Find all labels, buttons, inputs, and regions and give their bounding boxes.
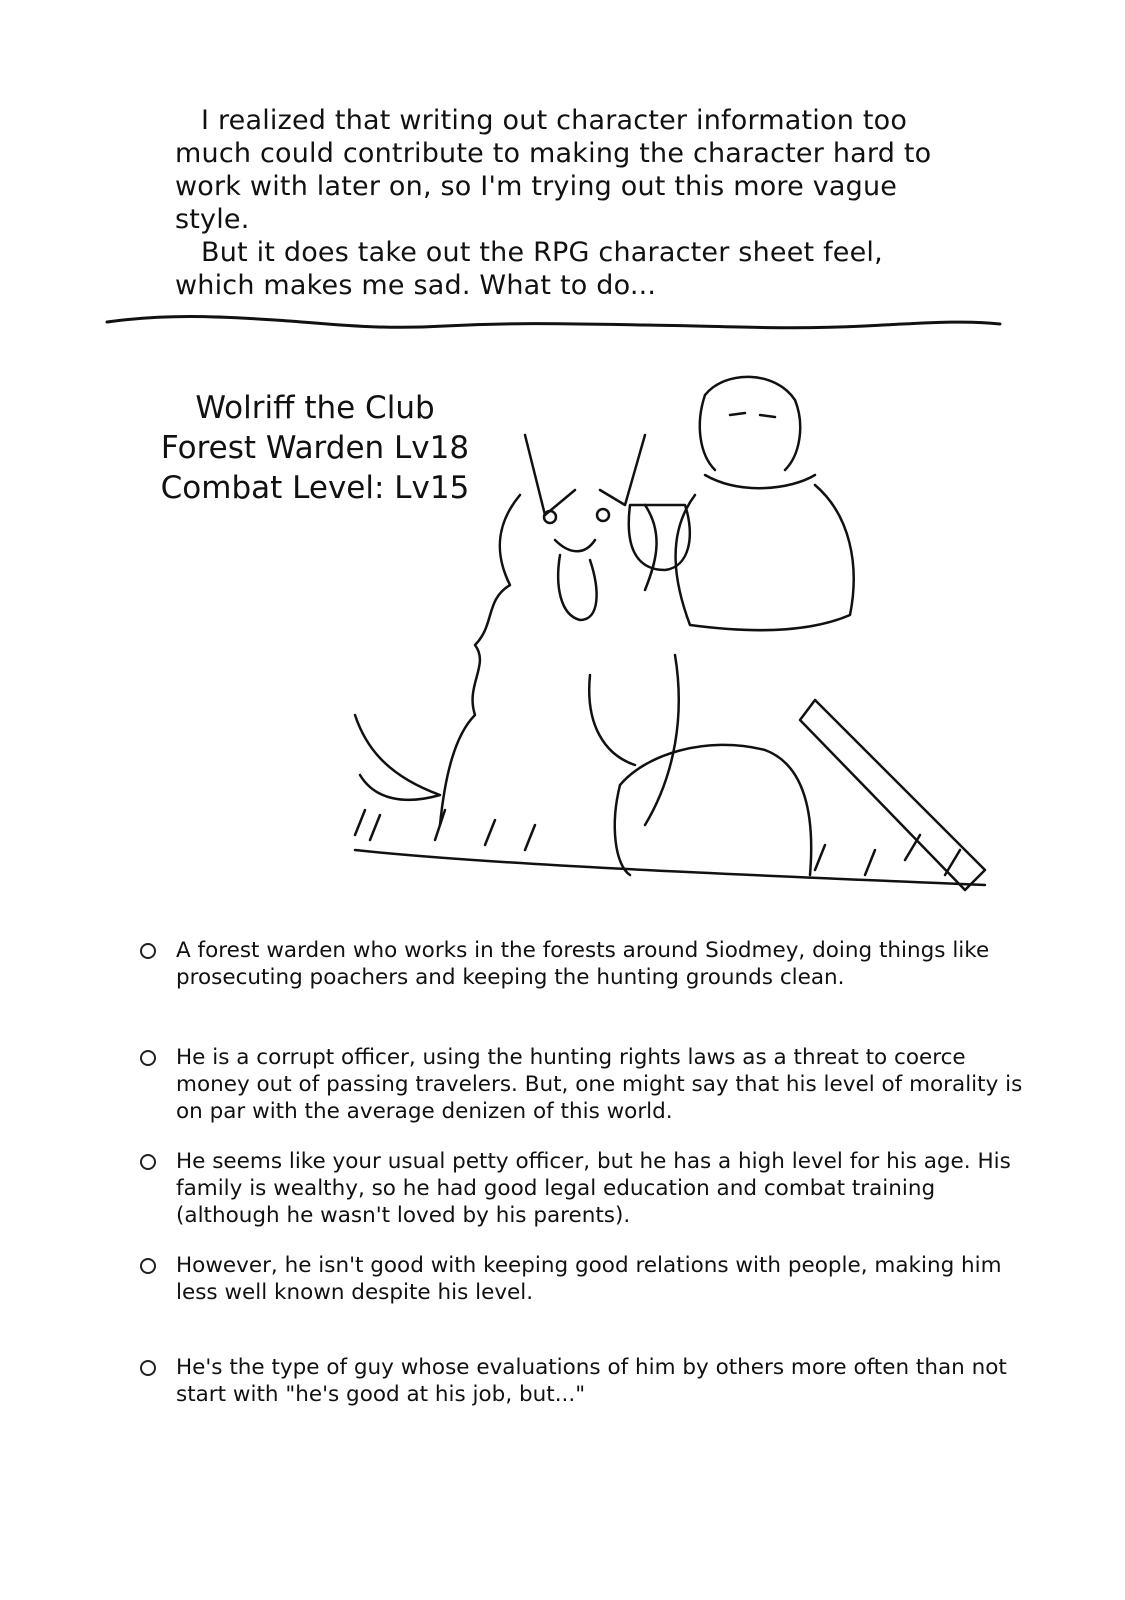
note-item [140,937,1045,991]
circle-bullet-icon [140,943,156,959]
circle-bullet-icon [140,1258,156,1274]
note-text: He's the type of guy whose evaluations of him by others more often than not start with "he's good at his job, but..." [176,1355,1007,1407]
circle-bullet-icon [140,1050,156,1066]
intro-paragraph-1: I realized that writing out character information too much could contribute to making the character hard to work with later on, so I'm trying out this more vague style. [175,105,932,235]
character-illustration [345,355,1005,900]
character-combat-level: Combat Level: Lv15 [160,470,470,506]
note-item [140,1252,1045,1306]
note-text: He seems like your usual petty officer, but he has a high level for his age. His family is wealthy, so he had good legal education and combat training (although he wasn't loved by his parents). [176,1149,1011,1228]
note-text: A forest warden who works in the forests around Siodmey, doing things like prosecuting poachers and keeping the hunting grounds clean. [176,938,990,990]
circle-bullet-icon [140,1154,156,1170]
note-text: However, he isn't good with keeping good relations with people, making him less well known despite his level. [176,1253,1002,1305]
note-text: He is a corrupt officer, using the hunting rights laws as a threat to coerce money out of passing travelers. But, one might say that his level of morality is on par with the average denizen of this world. [176,1045,1023,1124]
note-item [140,1044,1045,1125]
character-class-level: Forest Warden Lv18 [160,430,470,466]
note-item [140,1354,1045,1408]
note-item [140,1148,1045,1229]
intro-text [175,104,940,302]
intro-paragraph-2: But it does take out the RPG character sheet feel, which makes me sad. What to do... [175,237,883,301]
wavy-divider [105,310,1005,340]
character-name: Wolriff the Club [195,390,435,426]
circle-bullet-icon [140,1360,156,1376]
